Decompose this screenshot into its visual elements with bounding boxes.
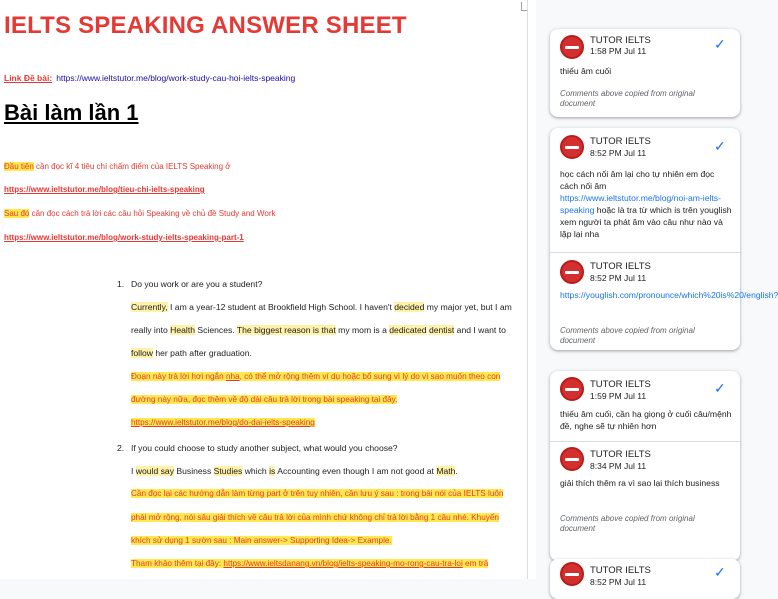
comment-card-1[interactable] — [550, 29, 740, 117]
reply-separator — [550, 252, 740, 253]
comment-copied-note: Comments above copied from original document — [560, 514, 695, 533]
tutor-logo-icon — [560, 35, 584, 59]
answer-text: my mom is a — [335, 325, 390, 335]
answer-text: I am a year-12 student at Brookfield High School. I haven't — [167, 302, 395, 312]
feedback-text: , có thể mở rộng thêm ví dụ hoặc bổ sung vì lý do vì sao muốn theo con — [239, 372, 501, 381]
hl-dedicated[interactable]: dedicated — [389, 325, 427, 335]
answer-1-line-1 — [131, 302, 512, 312]
answer-text: which — [242, 466, 270, 476]
hl-is[interactable]: is — [269, 466, 276, 476]
hl-follow[interactable]: follow — [131, 348, 153, 358]
feedback-2-line-2: phải mở rộng, nói sâu giải thích về câu trả lời của mình chứ không chỉ trả lời bằng 1 câu nhé. Khuyến — [131, 513, 499, 522]
answer-length-link[interactable]: https://www.ieltstutor.me/blog/do-dai-ielts-speaking — [131, 418, 315, 427]
feedback-text: em trả — [462, 559, 489, 568]
intro-line-2 — [4, 209, 275, 218]
question-2: If you could choose to study another subject, what would you choose? — [131, 443, 398, 453]
answer-text: and I want to — [454, 325, 506, 335]
hl-decided[interactable]: decided — [394, 302, 425, 312]
tutor-logo-icon — [560, 135, 584, 159]
youglish-link[interactable]: https://youglish.com/pronounce/which%20is%20/english? — [560, 290, 778, 300]
pronunciation-link[interactable]: https://www.ieltstutor.me/blog/noi-am-ielts-speaking — [560, 193, 721, 215]
hl-health[interactable]: Health — [170, 325, 196, 335]
comment-author: TUTOR IELTS — [590, 136, 651, 147]
reply-time: 8:52 PM Jul 11 — [590, 273, 647, 283]
tutor-logo-icon — [560, 260, 584, 284]
intro2-text: cần đọc cách trả lời các câu hỏi Speaking về chủ đề Study and Work — [29, 209, 276, 218]
document-title: IELTS SPEAKING ANSWER SHEET — [4, 12, 407, 39]
comment-card-2[interactable] — [550, 128, 778, 350]
answer-1-line-2 — [131, 325, 506, 335]
feedback-1-line-2: đường này nữa, đọc thêm về độ dài câu trả lời trong bài speaking tại đây. — [131, 395, 398, 404]
tutor-logo-icon — [560, 447, 584, 471]
feedback-text: Đoạn này trả lời hơi ngắn — [131, 372, 226, 381]
tutor-logo-icon — [560, 562, 584, 586]
comment-author: TUTOR IELTS — [590, 565, 651, 576]
topic-link-label: Link Đề bài: — [4, 73, 53, 83]
feedback-2-line-4 — [131, 559, 488, 568]
question-2-number: 2. — [117, 443, 125, 453]
question-1: Do you work or are you a student? — [131, 279, 263, 289]
answer-text: my major yet, but I am — [424, 302, 512, 312]
comment-text-part: học cách nối âm lại cho tự nhiên em đọc cách nối âm — [560, 169, 715, 191]
comment-text-part: hoặc là tra từ which is trên youglish xem người ta phát âm vào câu như nào và lặp lại nha — [560, 205, 732, 239]
answer-text: . — [455, 466, 458, 476]
hl-biggest-reason[interactable]: The biggest reason is that — [236, 325, 336, 335]
comment-text: thiếu âm cuối — [560, 66, 612, 76]
comment-author: TUTOR IELTS — [590, 35, 651, 46]
checkmark-icon[interactable]: ✓ — [714, 138, 726, 154]
comment-author: TUTOR IELTS — [590, 379, 651, 390]
answer-1-line-3 — [131, 348, 252, 358]
answer-text: Business — [174, 466, 214, 476]
hl-studies[interactable]: Studies — [213, 466, 243, 476]
comment-text — [560, 168, 734, 240]
comment-text: thiếu âm cuối, cần hạ giọng ở cuối câu/mệnh đề, nghe sẽ tự nhiên hơn — [560, 409, 732, 431]
page-edge — [527, 0, 528, 579]
hl-math[interactable]: Math — [436, 466, 456, 476]
topic-link[interactable]: https://www.ieltstutor.me/blog/work-study-cau-hoi-ielts-speaking — [56, 73, 296, 83]
answer-text: her path after graduation. — [152, 348, 252, 358]
comment-card-4[interactable] — [550, 559, 740, 599]
reply-time: 8:34 PM Jul 11 — [590, 461, 647, 471]
checkmark-icon[interactable]: ✓ — [714, 380, 726, 396]
hl-currently[interactable]: Currently, — [131, 302, 168, 312]
comment-time: 8:52 PM Jul 11 — [590, 148, 647, 158]
criteria-link[interactable]: https://www.ieltstutor.me/blog/tieu-chi-ielts-speaking — [4, 185, 205, 194]
answer-2-line-1 — [131, 466, 458, 476]
answer-text: Sciences. — [195, 325, 237, 335]
comment-time: 8:52 PM Jul 11 — [590, 577, 647, 587]
checkmark-icon[interactable]: ✓ — [714, 564, 726, 580]
comment-copied-note: Comments above copied from original document — [560, 89, 695, 108]
comment-time: 1:59 PM Jul 11 — [590, 391, 647, 401]
comment-time: 1:58 PM Jul 11 — [590, 46, 647, 56]
tutor-logo-icon — [560, 377, 584, 401]
answer-text: Accounting even though I am not good at — [275, 466, 437, 476]
checkmark-icon[interactable]: ✓ — [714, 36, 726, 52]
question-1-number: 1. — [117, 279, 125, 289]
expand-answer-link[interactable]: https://www.ieltsdanang.vn/blog/ielts-speaking-mo-rong-cau-tra-loi — [223, 559, 463, 568]
reply-author: TUTOR IELTS — [590, 449, 651, 460]
intro2-prefix: Sau đó — [4, 209, 30, 218]
reply-separator — [550, 441, 740, 442]
reply-author: TUTOR IELTS — [590, 261, 651, 272]
hl-dentist[interactable]: dentist — [428, 325, 455, 335]
reply-text: giải thích thêm ra vì sao lại thích business — [560, 478, 720, 488]
comments-sidebar — [536, 0, 778, 587]
feedback-2-line-1: Cần đọc lại các hướng dẫn làm từng part ở trên tuy nhiên, cần lưu ý sau : trong bài nói của IELTS luôn — [131, 489, 504, 498]
feedback-1-line-1 — [131, 372, 500, 381]
feedback-2-line-3: khích sử dụng 1 sườn sau : Main answer-> Supporting Idea-> Example. — [131, 536, 392, 545]
intro-line-1 — [4, 162, 231, 171]
study-work-link[interactable]: https://www.ieltstutor.me/blog/work-study-ielts-speaking-part-1 — [4, 233, 244, 242]
intro1-prefix: Đầu tiên — [4, 162, 34, 171]
comment-card-3[interactable] — [550, 371, 740, 561]
intro1-text: cần đọc kĩ 4 tiêu chí chấm điểm của IELTS Speaking ở — [33, 162, 231, 171]
answer-text: really into — [131, 325, 171, 335]
feedback-text: Tham khảo thêm tại đây: — [131, 559, 224, 568]
attempt-heading: Bài làm lần 1 — [4, 100, 139, 125]
comment-copied-note: Comments above copied from original document — [560, 326, 695, 345]
topic-link-line — [4, 73, 295, 83]
answer-text: I — [131, 466, 136, 476]
feedback-text: nha — [225, 372, 240, 381]
hl-would-say[interactable]: would say — [135, 466, 174, 476]
